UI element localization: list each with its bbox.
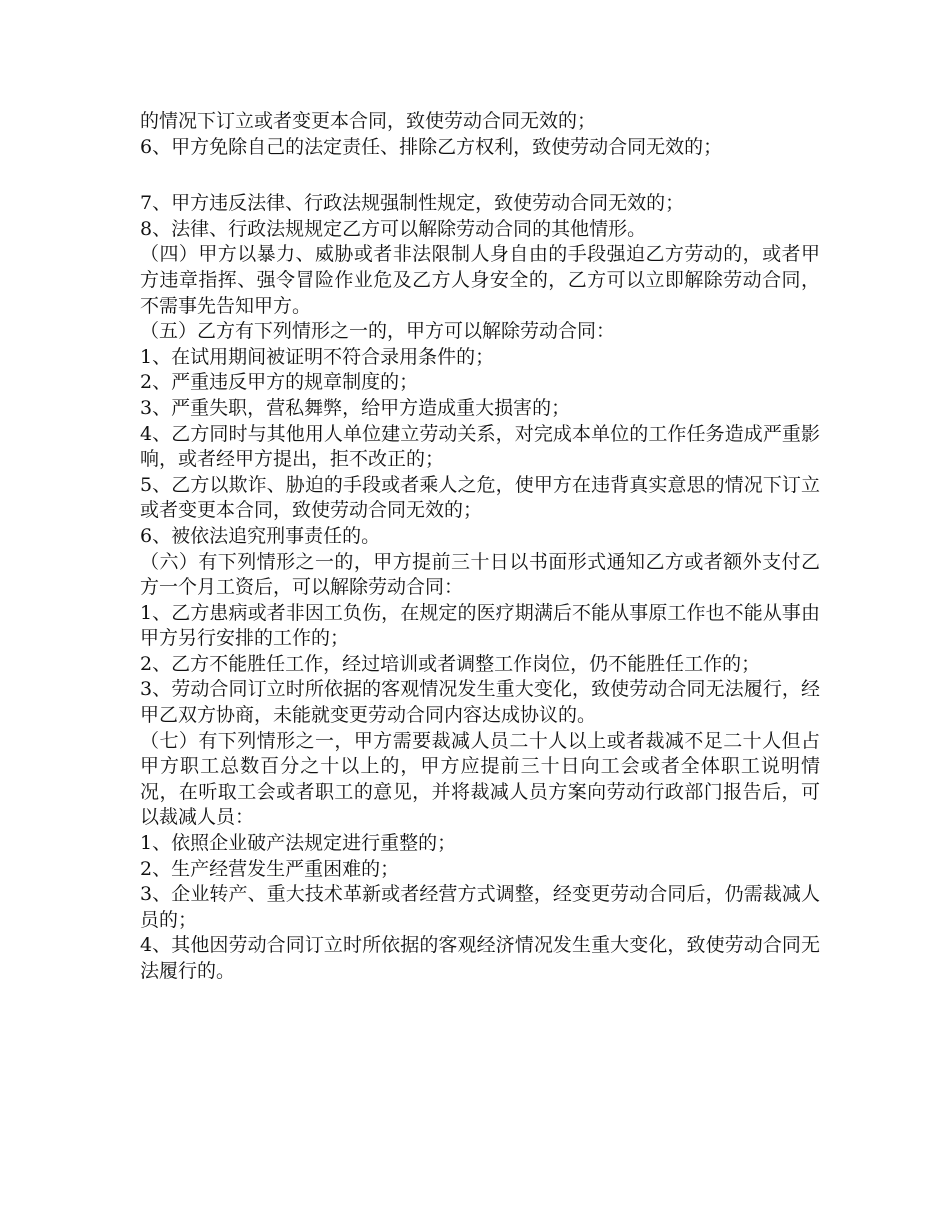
paragraph-item: 7、甲方违反法律、行政法规强制性规定，致使劳动合同无效的；	[140, 192, 685, 215]
section-heading: （五）乙方有下列情形之一的，甲方可以解除劳动合同：	[140, 320, 616, 343]
paragraph-item: 4、乙方同时与其他用人单位建立劳动关系，对完成本单位的工作任务造成严重影响，或者经甲方提出，拒不改正的；	[140, 422, 820, 471]
section-paragraph: （七）有下列情形之一，甲方需要裁减人员二十人以上或者裁减不足二十人但占甲方职工总数百分之十以上的，甲方应提前三十日向工会或者全体职工说明情况，在听取工会或者职工的意见，并将裁减人员方案向劳动行政部门报告后，可以裁减人员：	[140, 729, 820, 829]
paragraph-item: 5、乙方以欺诈、胁迫的手段或者乘人之危，使甲方在违背真实意思的情况下订立或者变更本合同，致使劳动合同无效的；	[140, 473, 820, 522]
paragraph-item: 1、乙方患病或者非因工负伤，在规定的医疗期满后不能从事原工作也不能从事由甲方另行安排的工作的；	[140, 601, 820, 650]
paragraph-item: 3、严重失职，营私舞弊，给甲方造成重大损害的；	[140, 396, 571, 419]
paragraph-item: 2、乙方不能胜任工作，经过培训或者调整工作岗位，仍不能胜任工作的；	[140, 652, 761, 675]
paragraph-item: 2、严重违反甲方的规章制度的；	[140, 371, 419, 394]
paragraph-item: 6、被依法追究刑事责任的。	[140, 524, 381, 547]
section-paragraph: （六）有下列情形之一的，甲方提前三十日以书面形式通知乙方或者额外支付乙方一个月工资后，可以解除劳动合同：	[140, 550, 820, 599]
paragraph-item: 3、劳动合同订立时所依据的客观情况发生重大变化，致使劳动合同无法履行，经甲乙双方协商，未能就变更劳动合同内容达成协议的。	[140, 678, 820, 727]
paragraph-item: 4、其他因劳动合同订立时所依据的客观经济情况发生重大变化，致使劳动合同无法履行的。	[140, 934, 820, 982]
paragraph-item: 1、在试用期间被证明不符合录用条件的；	[140, 345, 495, 368]
paragraph-item: 1、依照企业破产法规定进行重整的；	[140, 832, 457, 855]
document-body	[140, 109, 820, 985]
paragraph-continuation: 的情况下订立或者变更本合同，致使劳动合同无效的；	[140, 110, 597, 132]
paragraph-item: 6、甲方免除自己的法定责任、排除乙方权利，致使劳动合同无效的；	[140, 135, 723, 158]
paragraph-item: 8、法律、行政法规规定乙方可以解除劳动合同的其他情形。	[140, 217, 647, 240]
section-paragraph: （四）甲方以暴力、威胁或者非法限制人身自由的手段强迫乙方劳动的，或者甲方违章指挥、强令冒险作业危及乙方人身安全的，乙方可以立即解除劳动合同，不需事先告知甲方。	[140, 243, 820, 317]
paragraph-item: 2、生产经营发生严重困难的；	[140, 857, 400, 880]
paragraph-item: 3、企业转产、重大技术革新或者经营方式调整，经变更劳动合同后，仍需裁减人员的；	[140, 883, 820, 931]
